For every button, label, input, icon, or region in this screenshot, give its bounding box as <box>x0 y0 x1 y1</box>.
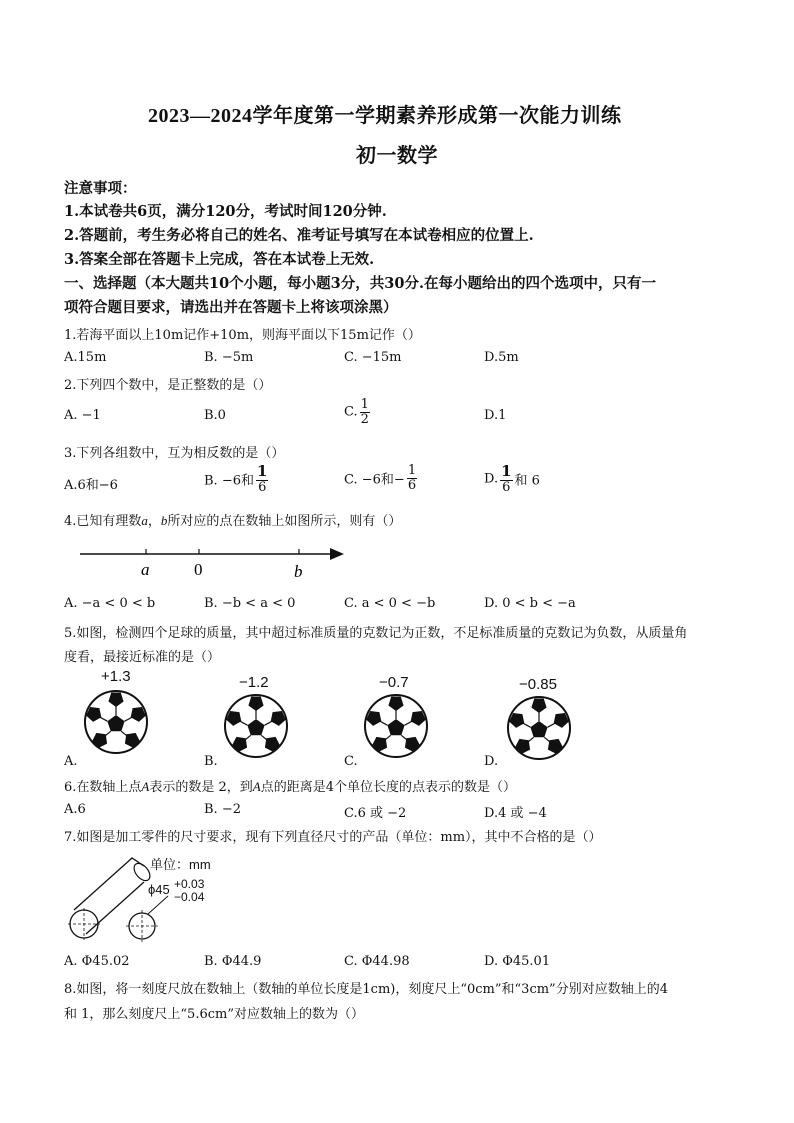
q7-option-d: D. Φ45.01 <box>484 954 551 969</box>
q4-option-b: B. −b < a < 0 <box>204 596 296 611</box>
q7-option-b: B. Φ44.9 <box>204 954 262 969</box>
fraction-one-sixth: $\frac{1}{6}$ <box>407 463 417 493</box>
q2-option-d: D.1 <box>484 408 507 423</box>
axis-arrow-icon <box>330 548 344 560</box>
q6-option-a: A.6 <box>64 802 86 817</box>
q7-option-a: A. Φ45.02 <box>64 954 130 969</box>
soccer-ball-icon <box>505 694 573 762</box>
q6-option-c: C.6 或 −2 <box>344 806 407 821</box>
label-b: b <box>294 562 303 581</box>
q5-option-a: A. <box>64 754 78 769</box>
q5-option-b: B. <box>204 754 218 769</box>
dimension-base: ϕ45 <box>148 882 170 897</box>
unit-label: 单位：mm <box>150 857 211 872</box>
q1-option-a: A.15m <box>64 350 107 365</box>
q4-option-d: D. 0 < b < −a <box>484 596 576 611</box>
dimension-tolerance <box>174 878 204 904</box>
label-a: a <box>141 560 150 579</box>
question-5-stem: 5.如图，检测四个足球的质量，其中超过标准质量的克数记为正数，不足标准质量的克数记为负数，从质量角 <box>64 626 688 641</box>
page-subtitle: 初一数学 <box>356 145 438 167</box>
q3-option-d: D. $\frac{1}{6}$ 和 6 <box>484 462 540 495</box>
question-4-stem: 4.已知有理数a，b所对应的点在数轴上如图所示，则有（） <box>64 513 402 529</box>
question-8-stem: 8.如图，将一刻度尺放在数轴上（数轴的单位长度是1cm)，刻度尺上“0cm”和“3cm”分别对应数轴上的4 <box>64 982 668 997</box>
question-1-stem: 1.若海平面以上10m记作+10m，则海平面以下15m记作（） <box>64 328 421 343</box>
tolerance-upper: +0.03 <box>174 877 205 891</box>
q4-option-a: A. −a < 0 < b <box>64 596 156 611</box>
q6-option-b: B. −2 <box>204 802 241 817</box>
q3-option-b: B. −6和 $\frac{1}{6}$ <box>204 462 268 495</box>
q1-option-d: D.5m <box>484 350 519 365</box>
question-6-stem: 6.在数轴上点A表示的数是 2，到A点的距离是4个单位长度的点表示的数是（） <box>64 779 516 795</box>
soccer-ball-icon <box>222 692 290 760</box>
fraction-one-half: $\frac{1}{2}$ <box>360 397 369 427</box>
question-8-stem-cont: 和 1，那么刻度尺上“5.6cm”对应数轴上的数为（） <box>64 1007 364 1022</box>
ball-value-d: −0.85 <box>519 676 557 693</box>
section-heading: 一、选择题（本大题共10个小题，每小题3分，共30分.在每小题给出的四个选项中，只有一 <box>64 275 656 292</box>
q3-option-a: A.6和−6 <box>64 478 118 493</box>
question-7-stem: 7.如图是加工零件的尺寸要求，现有下列直径尺寸的产品（单位：mm），其中不合格的是（） <box>64 830 602 845</box>
note-item: 3.答案全部在答题卡上完成，答在本试卷上无效. <box>64 251 375 268</box>
note-item: 2.答题前，考生务必将自己的姓名、准考证号填写在本试卷相应的位置上. <box>64 227 534 244</box>
label-zero: 0 <box>194 560 203 579</box>
q3-option-c: C. −6和− $\frac{1}{6}$ <box>344 463 417 493</box>
question-2-stem: 2.下列四个数中，是正整数的是（） <box>64 378 272 393</box>
section-heading-cont: 项符合题目要求，请选出并在答题卡上将该项涂黑） <box>64 299 398 316</box>
q1-option-b: B. −5m <box>204 350 254 365</box>
question-3-stem: 3.下列各组数中，互为相反数的是（） <box>64 446 285 461</box>
ball-value-c: −0.7 <box>379 674 409 691</box>
q2-option-b: B.0 <box>204 408 226 423</box>
tolerance-lower: −0.04 <box>174 890 205 904</box>
ball-value-a: +1.3 <box>101 668 131 685</box>
q5-option-c: C. <box>344 754 358 769</box>
fraction-one-sixth: $\frac{1}{6}$ <box>501 462 512 495</box>
q1-option-c: C. −15m <box>344 350 402 365</box>
q2-option-a: A. −1 <box>64 408 101 423</box>
note-item: 1.本试卷共6页，满分120分，考试时间120分钟. <box>64 203 387 220</box>
question-5-stem-cont: 度看，最接近标准的是（） <box>64 650 221 665</box>
page-title: 2023—2024学年度第一学期素养形成第一次能力训练 <box>148 105 622 127</box>
number-line-figure <box>78 540 358 585</box>
q5-option-d: D. <box>484 754 499 769</box>
q6-option-d: D.4 或 −4 <box>484 806 547 821</box>
fraction-one-sixth: $\frac{1}{6}$ <box>256 462 268 495</box>
q7-option-c: C. Φ44.98 <box>344 954 410 969</box>
soccer-ball-icon <box>362 692 430 760</box>
soccer-ball-icon <box>82 688 150 756</box>
notes-heading: 注意事项： <box>64 180 137 197</box>
ball-value-b: −1.2 <box>239 674 269 691</box>
q4-option-c: C. a < 0 < −b <box>344 596 436 611</box>
q2-option-c: C. $\frac{1}{2}$ <box>344 397 369 427</box>
